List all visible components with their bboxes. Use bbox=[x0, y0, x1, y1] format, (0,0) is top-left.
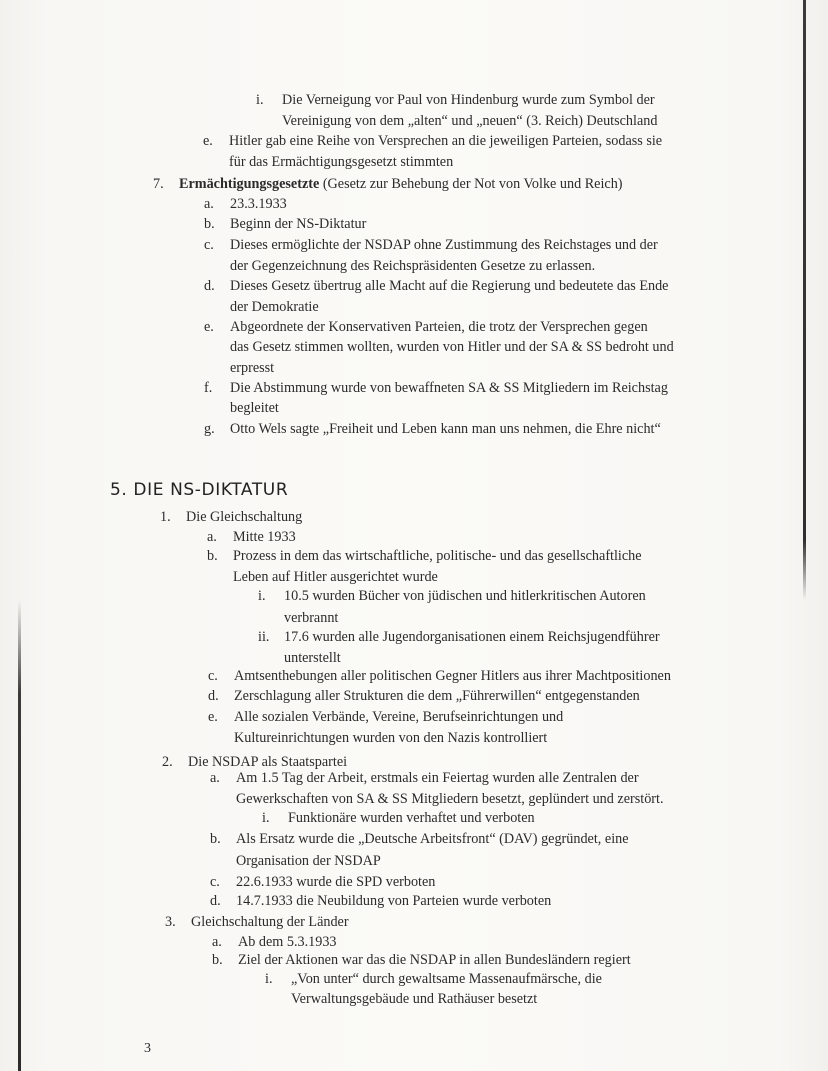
list-item-text: Dieses Gesetz übertrug alle Macht auf die Regierung und bedeutete das Ende bbox=[230, 278, 669, 294]
list-marker: i. bbox=[262, 810, 270, 826]
list-marker: b. bbox=[212, 952, 223, 968]
list-item-text: das Gesetz stimmen wollten, wurden von Hitler und der SA & SS bedroht und bbox=[230, 339, 674, 355]
text-line bbox=[258, 586, 646, 606]
text-line bbox=[207, 567, 438, 587]
list-item-text: Funktionäre wurden verhaftet und verboten bbox=[288, 810, 535, 826]
list-item-text: begleitet bbox=[230, 400, 279, 416]
list-marker: a. bbox=[210, 770, 220, 786]
list-item-text: 10.5 wurden Bücher von jüdischen und hitlerkritischen Autoren bbox=[284, 588, 646, 604]
list-item-text: 17.6 wurden alle Jugendorganisationen einem Reichsjugendführer bbox=[284, 629, 660, 645]
text-line bbox=[210, 768, 639, 788]
list-marker: a. bbox=[204, 196, 214, 212]
text-line bbox=[204, 337, 674, 357]
text-line bbox=[208, 728, 547, 748]
list-item-text: der Gegenzeichnung des Reichspräsidenten Gesetze zu erlassen. bbox=[230, 258, 596, 274]
list-item-text: Verwaltungsgebäude und Rathäuser besetzt bbox=[291, 991, 538, 1007]
list-marker: c. bbox=[208, 668, 218, 684]
text-line bbox=[265, 969, 602, 989]
list-item-text: für das Ermächtigungsgesetzt stimmten bbox=[229, 154, 454, 170]
list-item-text: unterstellt bbox=[284, 650, 341, 666]
text-line bbox=[212, 932, 337, 952]
text-line bbox=[262, 808, 535, 828]
list-item-text: Beginn der NS-Diktatur bbox=[230, 216, 367, 232]
list-item-text: 14.7.1933 die Neubildung von Parteien wurde verboten bbox=[236, 893, 552, 909]
text-line bbox=[258, 608, 338, 628]
text-line bbox=[204, 276, 668, 296]
text-line bbox=[160, 507, 302, 527]
list-item-text: Die Gleichschaltung bbox=[186, 509, 303, 525]
list-item-text: Ermächtigungsgesetzte bbox=[179, 176, 320, 192]
text-line bbox=[204, 297, 319, 317]
list-marker: 1. bbox=[160, 509, 171, 525]
list-item-text: Die Verneigung vor Paul von Hindenburg wurde zum Symbol der bbox=[282, 92, 655, 108]
text-line bbox=[210, 789, 664, 809]
list-item-subtitle: (Gesetz zur Behebung der Not von Volke und Reich) bbox=[319, 176, 623, 192]
list-item-text: verbrannt bbox=[284, 610, 339, 626]
text-line bbox=[204, 256, 595, 276]
list-item-text: Am 1.5 Tag der Arbeit, erstmals ein Feiertag wurden alle Zentralen der bbox=[236, 770, 639, 786]
list-item-text: Mitte 1933 bbox=[233, 529, 296, 545]
list-marker: b. bbox=[204, 216, 215, 232]
list-marker: 2. bbox=[162, 754, 173, 770]
list-marker: f. bbox=[204, 380, 213, 396]
list-item-text: „Von unter“ durch gewaltsame Massenaufmärsche, die bbox=[291, 971, 602, 987]
text-line bbox=[153, 174, 623, 194]
list-marker: c. bbox=[210, 874, 220, 890]
text-line bbox=[165, 912, 349, 932]
list-item-text: Leben auf Hitler ausgerichtet wurde bbox=[233, 569, 438, 585]
text-line bbox=[204, 398, 279, 418]
list-marker: c. bbox=[204, 237, 214, 253]
text-line bbox=[210, 829, 629, 849]
list-marker: ii. bbox=[258, 629, 270, 645]
list-item-text: Hitler gab eine Reihe von Versprechen an die jeweiligen Parteien, sodass sie bbox=[229, 133, 663, 149]
page-number: 3 bbox=[144, 1041, 151, 1056]
text-line bbox=[210, 872, 435, 892]
text-line bbox=[203, 131, 662, 151]
list-item-text: der Demokratie bbox=[230, 299, 319, 315]
text-line bbox=[256, 90, 655, 110]
text-line bbox=[258, 627, 660, 647]
list-item-text: Gleichschaltung der Länder bbox=[191, 914, 349, 930]
list-item-text: Dieses ermöglichte der NSDAP ohne Zustimmung des Reichstages und der bbox=[230, 237, 658, 253]
text-line bbox=[258, 648, 341, 668]
list-item-text: Otto Wels sagte „Freiheit und Leben kann man uns nehmen, die Ehre nicht“ bbox=[230, 421, 661, 437]
list-marker: e. bbox=[208, 709, 218, 725]
text-line bbox=[204, 378, 668, 398]
list-marker: a. bbox=[207, 529, 217, 545]
list-item-text: erpresst bbox=[230, 360, 275, 376]
list-item-text: Ab dem 5.3.1933 bbox=[238, 934, 337, 950]
list-item-text: Die Abstimmung wurde von bewaffneten SA & SS Mitgliedern im Reichstag bbox=[230, 380, 668, 396]
text-line bbox=[204, 194, 287, 214]
list-item-text: Abgeordnete der Konservativen Parteien, die trotz der Versprechen gegen bbox=[230, 319, 648, 335]
list-marker: i. bbox=[256, 92, 264, 108]
text-line bbox=[208, 707, 563, 727]
text-line bbox=[208, 666, 671, 686]
list-marker: e. bbox=[204, 319, 214, 335]
list-marker: d. bbox=[204, 278, 215, 294]
text-line bbox=[204, 214, 366, 234]
list-marker: d. bbox=[208, 688, 219, 704]
list-item-text: Gewerkschaften von SA & SS Mitgliedern besetzt, geplündert und zerstört. bbox=[236, 791, 664, 807]
list-marker: a. bbox=[212, 934, 222, 950]
list-marker: i. bbox=[258, 588, 266, 604]
text-line bbox=[204, 358, 274, 378]
text-line bbox=[204, 235, 658, 255]
list-item-text: Zerschlagung aller Strukturen die dem „Führerwillen“ entgegenstanden bbox=[234, 688, 640, 704]
text-line bbox=[212, 950, 631, 970]
list-marker: b. bbox=[210, 831, 221, 847]
list-item-text: Amtsenthebungen aller politischen Gegner Hitlers aus ihrer Machtpositionen bbox=[234, 668, 671, 684]
text-line bbox=[256, 111, 657, 131]
list-marker: d. bbox=[210, 893, 221, 909]
list-item-text: Ziel der Aktionen war das die NSDAP in allen Bundesländern regiert bbox=[238, 952, 631, 968]
list-item-text: Als Ersatz wurde die „Deutsche Arbeitsfront“ (DAV) gegründet, eine bbox=[236, 831, 629, 847]
text-line bbox=[204, 317, 648, 337]
list-marker: e. bbox=[203, 133, 213, 149]
list-marker: b. bbox=[207, 548, 218, 564]
scan-shadow-left bbox=[18, 600, 21, 1071]
text-line bbox=[207, 527, 296, 547]
list-item-text: Kultureinrichtungen wurden von den Nazis kontrolliert bbox=[234, 730, 548, 746]
list-marker: 3. bbox=[165, 914, 176, 930]
text-line bbox=[204, 419, 661, 439]
list-item-text: Prozess in dem das wirtschaftliche, politische- und das gesellschaftliche bbox=[233, 548, 642, 564]
list-item-text: 22.6.1933 wurde die SPD verboten bbox=[236, 874, 436, 890]
list-item-text: Die NSDAP als Staatspartei bbox=[188, 754, 348, 770]
text-line bbox=[265, 989, 537, 1009]
text-line bbox=[207, 546, 642, 566]
list-item-text: Alle sozialen Verbände, Vereine, Berufseinrichtungen und bbox=[234, 709, 564, 725]
text-line bbox=[203, 152, 453, 172]
text-line bbox=[208, 686, 640, 706]
list-item-text: 23.3.1933 bbox=[230, 196, 287, 212]
list-marker: g. bbox=[204, 421, 215, 437]
text-line bbox=[210, 891, 551, 911]
list-marker: 7. bbox=[153, 176, 164, 192]
list-marker: i. bbox=[265, 971, 273, 987]
list-item-text: Vereinigung von dem „alten“ und „neuen“ (3. Reich) Deutschland bbox=[282, 113, 658, 129]
section-heading: 5. DIE NS-DIKTATUR bbox=[110, 480, 289, 500]
list-item-text: Organisation der NSDAP bbox=[236, 853, 381, 869]
text-line bbox=[210, 851, 381, 871]
scan-shadow-right bbox=[803, 0, 806, 600]
